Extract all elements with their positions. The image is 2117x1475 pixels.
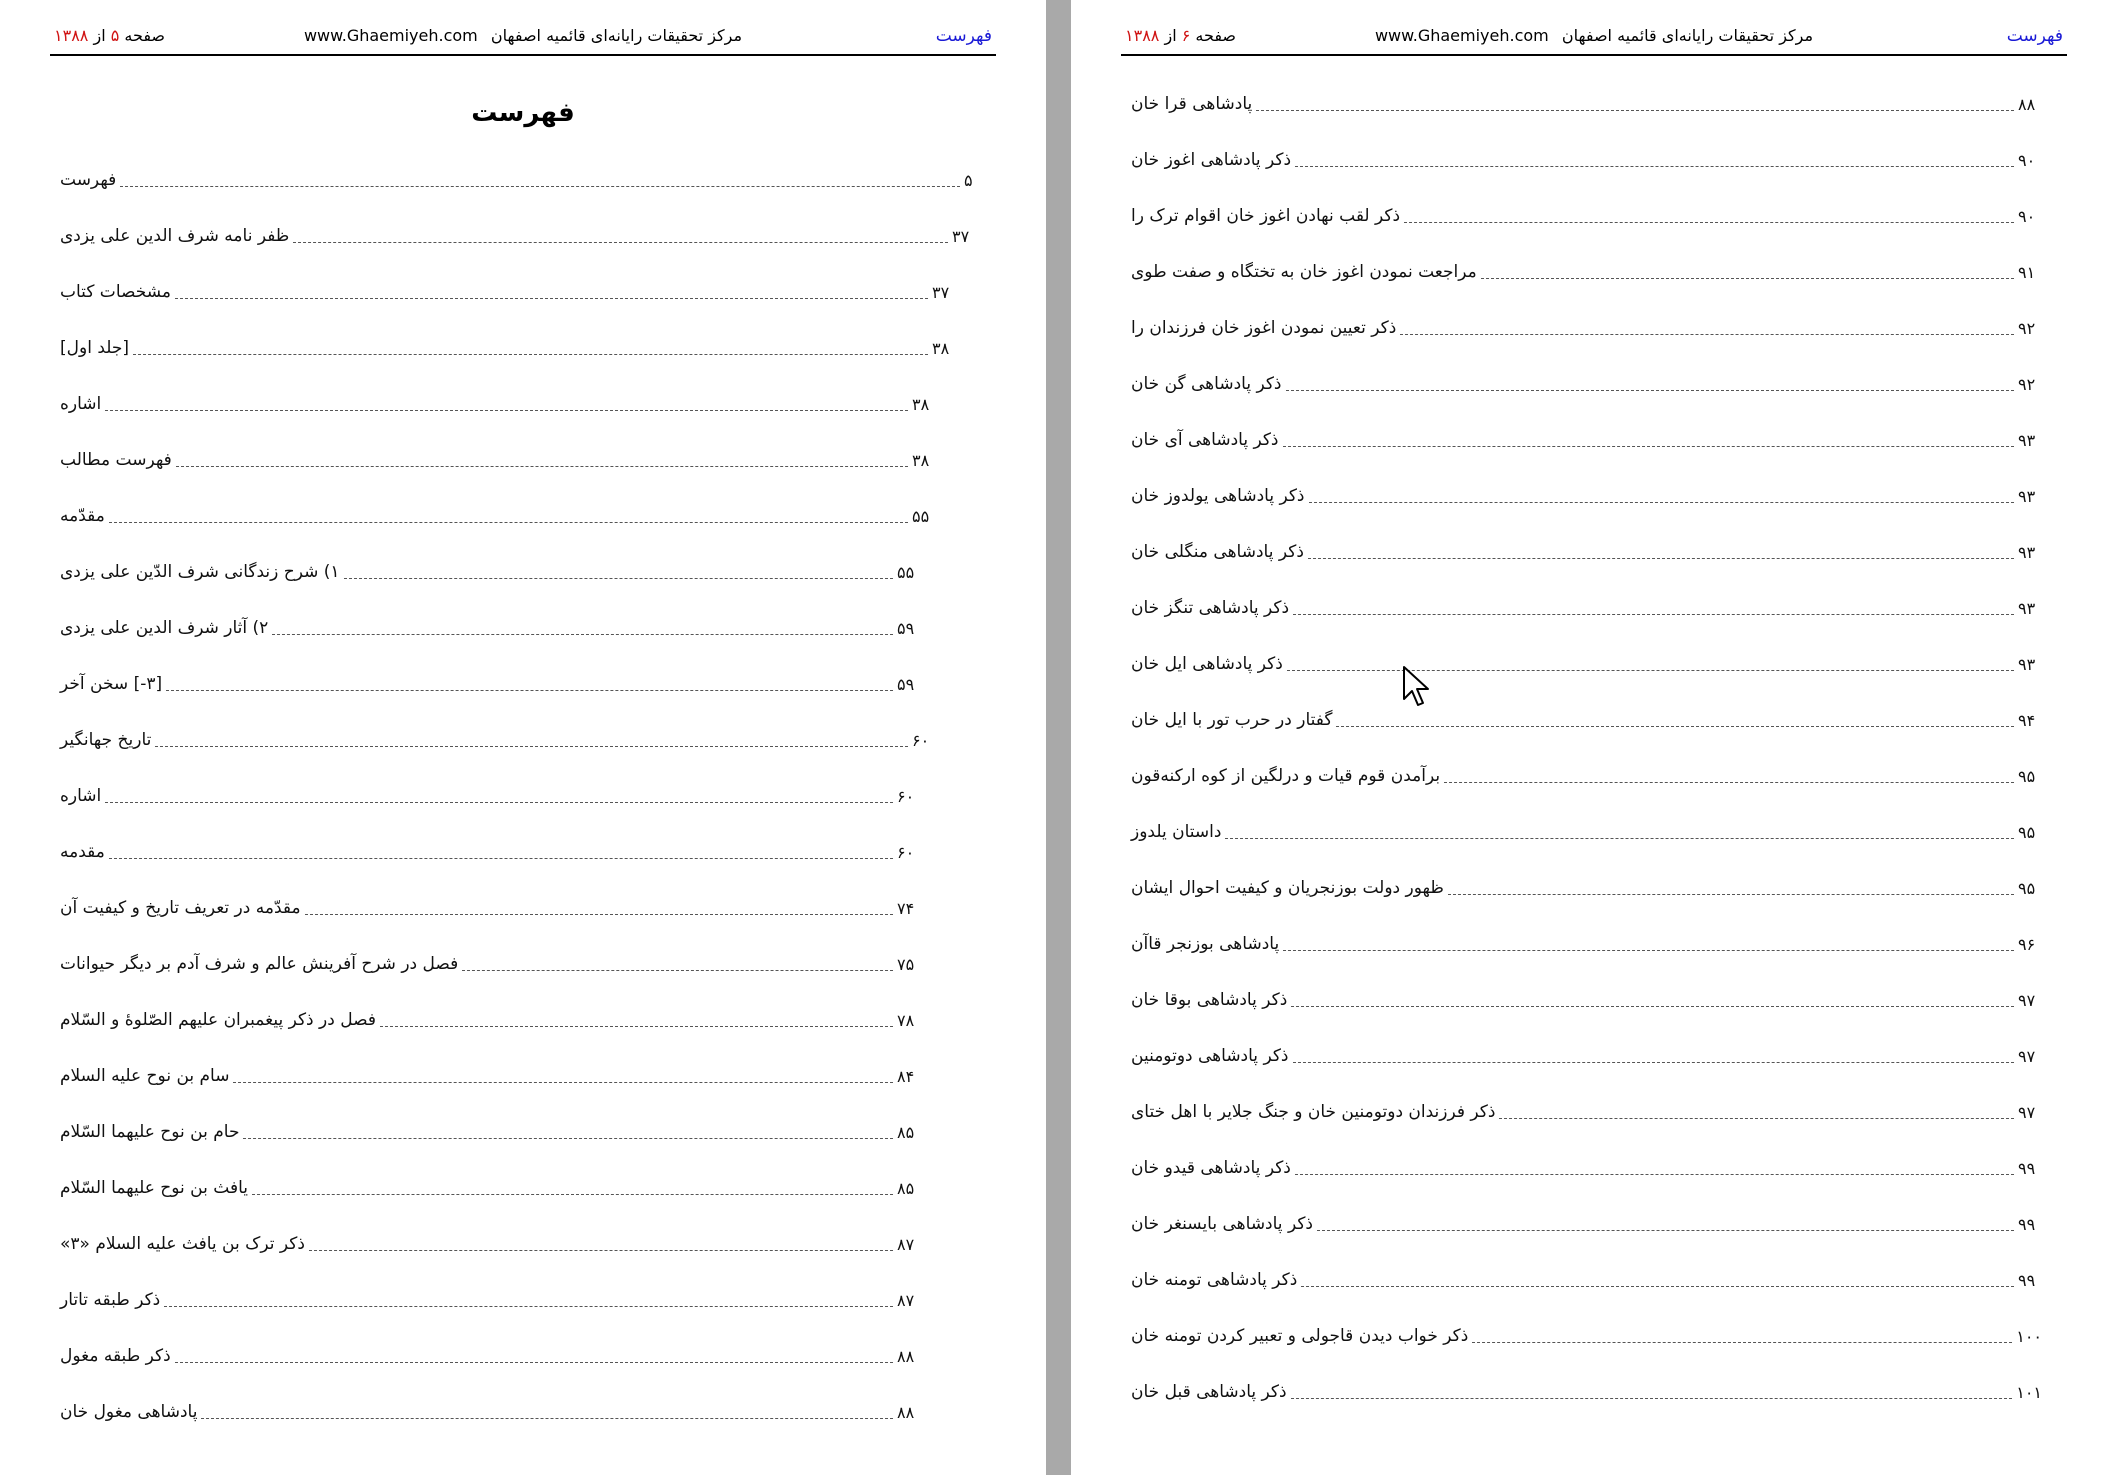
toc-entry-page: ۹۳ bbox=[2018, 542, 2036, 562]
toc-entry-page: ۹۱ bbox=[2018, 262, 2036, 282]
toc-entry-title: فهرست bbox=[60, 170, 117, 190]
toc-entry-page: ۸۴ bbox=[897, 1066, 915, 1086]
toc-entry-title: گفتار در حرب تور با ایل خان bbox=[1131, 710, 1333, 730]
toc-entry-page: ۹۲ bbox=[2018, 374, 2036, 394]
toc-entry[interactable] bbox=[60, 1061, 921, 1091]
toc-entry-page: ۵ bbox=[964, 170, 973, 190]
toc-entry-title: ذکر طبقه تاتار bbox=[60, 1290, 161, 1310]
header-site: www.Ghaemiyeh.com bbox=[303, 26, 478, 45]
toc-entry-page: ۹۳ bbox=[2018, 654, 2036, 674]
toc-dot-leader bbox=[176, 466, 908, 467]
toc-entry-page: ۳۸ bbox=[912, 450, 930, 470]
toc-dot-leader bbox=[1283, 446, 2015, 447]
toc-entry-title: ذکر پادشاهی اغوز خان bbox=[1131, 150, 1292, 170]
toc-entry[interactable] bbox=[60, 725, 936, 755]
page-title: فهرست bbox=[471, 98, 575, 128]
toc-entry[interactable] bbox=[60, 837, 921, 867]
toc-entry-title: ذکر پادشاهی یولدوز خان bbox=[1131, 486, 1305, 506]
toc-entry-page: ۸۷ bbox=[897, 1290, 915, 1310]
toc-dot-leader bbox=[1293, 614, 2014, 615]
toc-entry-title: ذکر خواب دیدن قاجولی و تعبیر کردن تومنه خان bbox=[1131, 1326, 1469, 1346]
toc-dot-leader bbox=[1291, 1398, 2013, 1399]
toc-entry-title: ۲) آثار شرف الدین علی یزدی bbox=[60, 618, 269, 638]
toc-entry-title: اشاره bbox=[60, 786, 102, 806]
toc-entry-page: ۸۸ bbox=[897, 1346, 915, 1366]
page-of: از bbox=[93, 26, 106, 45]
toc-entry-title: ۱) شرح زندگانی شرف الدّین علی یزدی bbox=[60, 562, 340, 582]
toc-entry[interactable] bbox=[60, 557, 921, 587]
toc-entry[interactable] bbox=[60, 445, 936, 475]
toc-entry-page: ۳۸ bbox=[932, 338, 950, 358]
toc-entry-page: ۸۷ bbox=[897, 1234, 915, 1254]
toc-entry[interactable] bbox=[60, 1005, 921, 1035]
toc-entry[interactable] bbox=[60, 893, 921, 923]
toc-entry-page: ۵۵ bbox=[912, 506, 930, 526]
toc-entry[interactable] bbox=[1131, 1041, 2042, 1071]
toc-entry-title: ذکر پادشاهی ایل خان bbox=[1131, 654, 1283, 674]
toc-entry-title: ذکر پادشاهی منگلی خان bbox=[1131, 542, 1304, 562]
toc-entry-title: ذکر پادشاهی تنگز خان bbox=[1131, 598, 1290, 618]
toc-entry[interactable] bbox=[1131, 257, 2042, 287]
page-left bbox=[0, 0, 1046, 1475]
header-page-number bbox=[1125, 26, 1236, 45]
toc-entry[interactable] bbox=[60, 613, 921, 643]
toc-entry-page: ۷۸ bbox=[897, 1010, 915, 1030]
toc-entry[interactable] bbox=[60, 1397, 921, 1427]
toc-entry-page: ۹۵ bbox=[2018, 766, 2036, 786]
header-section-link[interactable]: فهرست bbox=[2006, 26, 2063, 46]
toc-dot-leader bbox=[133, 354, 928, 355]
toc-dot-leader bbox=[1293, 1062, 2015, 1063]
toc-entry-title: ذکر فرزندان دوتومنین خان و جنگ جلایر با اهل ختای bbox=[1131, 1102, 1496, 1122]
toc-dot-leader bbox=[1336, 726, 2014, 727]
toc-entry[interactable] bbox=[60, 165, 988, 195]
toc-entry-title: ذکر پادشاهی بایسنغر خان bbox=[1131, 1214, 1313, 1234]
toc-entry[interactable] bbox=[1131, 369, 2042, 399]
toc-entry-page: ۱۰۱ bbox=[2016, 1382, 2042, 1402]
toc-dot-leader bbox=[164, 1306, 893, 1307]
toc-entry-title: ذکر پادشاهی آی خان bbox=[1131, 430, 1279, 450]
toc-entry-page: ۹۷ bbox=[2018, 1102, 2036, 1122]
toc-entry-title: مقدّمه در تعریف تاریخ و کیفیت آن bbox=[60, 898, 301, 918]
toc-dot-leader bbox=[1286, 390, 2014, 391]
toc-entry[interactable] bbox=[1131, 89, 2042, 119]
toc-dot-leader bbox=[243, 1138, 893, 1139]
toc-entry-title: ظفر نامه شرف الدین علی یزدی bbox=[60, 226, 290, 246]
toc-entry-page: ۳۷ bbox=[952, 226, 970, 246]
toc-entry[interactable] bbox=[1131, 1209, 2042, 1239]
toc-entry[interactable] bbox=[1131, 817, 2042, 847]
toc-entry-page: ۹۷ bbox=[2018, 1046, 2036, 1066]
toc-entry-page: ۹۳ bbox=[2018, 430, 2036, 450]
toc-dot-leader bbox=[1256, 110, 2014, 111]
header-org-name: مرکز تحقیقات رایانه‌ای قائمیه اصفهان bbox=[1561, 26, 1814, 45]
toc-entry[interactable] bbox=[60, 669, 921, 699]
toc-entry[interactable] bbox=[1131, 593, 2042, 623]
toc-entry-page: ۹۳ bbox=[2018, 598, 2036, 618]
toc-entry-page: ۶۰ bbox=[912, 730, 930, 750]
toc-entry-page: ۳۷ bbox=[932, 282, 950, 302]
toc-entry-title: ظهور دولت بوزنجریان و کیفیت احوال ایشان bbox=[1131, 878, 1444, 898]
toc-dot-leader bbox=[1295, 1174, 2014, 1175]
toc-entry-title: فصل در شرح آفرینش عالم و شرف آدم بر دیگر حیوانات bbox=[60, 954, 459, 974]
toc-entry-page: ۸۵ bbox=[897, 1178, 915, 1198]
toc-entry-page: ۵۵ bbox=[897, 562, 915, 582]
toc-dot-leader bbox=[1472, 1342, 2012, 1343]
toc-entry[interactable] bbox=[1131, 1153, 2042, 1183]
page-current: ۵ bbox=[110, 26, 120, 45]
toc-entry-page: ۵۹ bbox=[897, 618, 915, 638]
toc-dot-leader bbox=[293, 242, 948, 243]
toc-entry-title: حام بن نوح علیهما السّلام bbox=[60, 1122, 240, 1142]
toc-entry[interactable] bbox=[1131, 649, 2042, 679]
toc-entry[interactable] bbox=[60, 1285, 921, 1315]
toc-entry-page: ۹۹ bbox=[2018, 1158, 2036, 1178]
toc-entry-title: برآمدن قوم قیات و درلگین از کوه ارکنه‌قون bbox=[1131, 766, 1441, 786]
toc-entry-title: ذکر پادشاهی قبل خان bbox=[1131, 1382, 1287, 1402]
toc-entry[interactable] bbox=[1131, 1265, 2042, 1295]
toc-entry-title: داستان یلدوز bbox=[1131, 822, 1222, 842]
toc-dot-leader bbox=[1499, 1118, 2014, 1119]
toc-entry[interactable] bbox=[60, 1229, 921, 1259]
toc-entry-title: پادشاهی مغول خان bbox=[60, 1402, 198, 1422]
toc-entry-title: ذکر پادشاهی گن خان bbox=[1131, 374, 1282, 394]
toc-dot-leader bbox=[1291, 1006, 2014, 1007]
toc-dot-leader bbox=[201, 1418, 893, 1419]
toc-entry-page: ۹۲ bbox=[2018, 318, 2036, 338]
toc-entry-page: ۹۹ bbox=[2018, 1270, 2036, 1290]
toc-dot-leader bbox=[309, 1250, 893, 1251]
toc-entry[interactable] bbox=[1131, 145, 2042, 175]
toc-entry[interactable] bbox=[1131, 1377, 2042, 1407]
toc-entry-title: فهرست مطالب bbox=[60, 450, 172, 470]
toc-entry[interactable] bbox=[1131, 425, 2042, 455]
toc-entry-title: سام بن نوح علیه السلام bbox=[60, 1066, 230, 1086]
toc-entry-page: ۸۸ bbox=[897, 1402, 915, 1422]
toc-entry[interactable] bbox=[1131, 929, 2042, 959]
toc-entry-title: مشخصات کتاب bbox=[60, 282, 171, 302]
toc-entry-title: مقدّمه bbox=[60, 506, 105, 526]
toc-entry[interactable] bbox=[1131, 1097, 2042, 1127]
toc-entry[interactable] bbox=[60, 781, 921, 811]
page-header bbox=[50, 22, 996, 56]
toc-entry-page: ۹۶ bbox=[2018, 934, 2036, 954]
toc-dot-leader bbox=[105, 802, 893, 803]
header-org bbox=[1121, 26, 2067, 45]
toc-dot-leader bbox=[1287, 670, 2014, 671]
toc-entry-title: پادشاهی بوزنجر قاآن bbox=[1131, 934, 1280, 954]
toc-dot-leader bbox=[252, 1194, 893, 1195]
page-right bbox=[1071, 0, 2117, 1475]
toc-entry-page: ۱۰۰ bbox=[2016, 1326, 2042, 1346]
toc-entry[interactable] bbox=[60, 1117, 921, 1147]
mouse-pointer-icon bbox=[1402, 665, 1432, 709]
toc-entry-title: پادشاهی قرا خان bbox=[1131, 94, 1253, 114]
page-total: ۱۳۸۸ bbox=[1125, 26, 1160, 45]
toc-dot-leader bbox=[380, 1026, 893, 1027]
toc-entry-title: تاریخ جهانگیر bbox=[60, 730, 152, 750]
toc-dot-leader bbox=[1317, 1230, 2014, 1231]
toc-entry-title: اشاره bbox=[60, 394, 102, 414]
toc-dot-leader bbox=[120, 186, 960, 187]
toc-entry[interactable] bbox=[60, 949, 921, 979]
toc-entry-page: ۹۰ bbox=[2018, 150, 2036, 170]
toc-entry-page: ۷۵ bbox=[897, 954, 915, 974]
page-total: ۱۳۸۸ bbox=[54, 26, 89, 45]
toc-entry-page: ۸۵ bbox=[897, 1122, 915, 1142]
toc-entry-page: ۹۵ bbox=[2018, 822, 2036, 842]
toc-entry[interactable] bbox=[1131, 537, 2042, 567]
toc-dot-leader bbox=[1481, 278, 2014, 279]
toc-entry[interactable] bbox=[60, 1173, 921, 1203]
toc-dot-leader bbox=[1283, 950, 2014, 951]
page-current: ۶ bbox=[1181, 26, 1191, 45]
toc-dot-leader bbox=[344, 578, 893, 579]
toc-entry-page: ۶۰ bbox=[897, 786, 915, 806]
toc-dot-leader bbox=[175, 1362, 893, 1363]
toc-entry-title: یافث بن نوح علیهما السّلام bbox=[60, 1178, 248, 1198]
toc-entry-title: ذکر طبقه مغول bbox=[60, 1346, 171, 1366]
toc-entry-page: ۹۰ bbox=[2018, 206, 2036, 226]
toc-entry[interactable] bbox=[60, 277, 956, 307]
toc-dot-leader bbox=[462, 970, 893, 971]
toc-dot-leader bbox=[1295, 166, 2014, 167]
toc-entry-page: ۹۷ bbox=[2018, 990, 2036, 1010]
toc-entry-title: ذکر پادشاهی دوتومنین bbox=[1131, 1046, 1289, 1066]
toc-dot-leader bbox=[166, 690, 893, 691]
toc-entry[interactable] bbox=[1131, 705, 2042, 735]
toc-entry-title: [جلد اول] bbox=[60, 338, 130, 358]
toc-dot-leader bbox=[1225, 838, 2014, 839]
toc-entry[interactable] bbox=[1131, 761, 2042, 791]
page-of: از bbox=[1164, 26, 1177, 45]
toc-entry-page: ۷۴ bbox=[897, 898, 915, 918]
toc-entry-title: ذکر ترک بن یافث علیه السلام «۳» bbox=[60, 1234, 305, 1254]
toc-entry-title: [۳-] سخن آخر bbox=[60, 674, 163, 694]
toc-entry[interactable] bbox=[60, 389, 936, 419]
toc-entry-page: ۹۵ bbox=[2018, 878, 2036, 898]
toc-entry-page: ۹۹ bbox=[2018, 1214, 2036, 1234]
page-prefix: صفحه bbox=[1195, 26, 1237, 45]
toc-dot-leader bbox=[233, 1082, 893, 1083]
toc-entry-page: ۸۸ bbox=[2018, 94, 2036, 114]
toc-entry-title: مقدمه bbox=[60, 842, 105, 862]
toc-entry-page: ۶۰ bbox=[897, 842, 915, 862]
toc-entry[interactable] bbox=[60, 501, 936, 531]
toc-entry[interactable] bbox=[1131, 313, 2042, 343]
toc-entry-page: ۹۴ bbox=[2018, 710, 2036, 730]
toc-entry-page: ۵۹ bbox=[897, 674, 915, 694]
header-page-number bbox=[54, 26, 165, 45]
toc-entry-title: ذکر پادشاهی قیدو خان bbox=[1131, 1158, 1291, 1178]
toc-dot-leader bbox=[1301, 1286, 2014, 1287]
page-prefix: صفحه bbox=[124, 26, 166, 45]
toc-dot-leader bbox=[305, 914, 893, 915]
page-header bbox=[1121, 22, 2067, 56]
toc-dot-leader bbox=[1308, 558, 2014, 559]
toc-entry[interactable] bbox=[1131, 985, 2042, 1015]
toc-entry-title: ذکر تعیین نمودن اغوز خان فرزندان را bbox=[1131, 318, 1397, 338]
header-org-name: مرکز تحقیقات رایانه‌ای قائمیه اصفهان bbox=[490, 26, 743, 45]
toc-dot-leader bbox=[175, 298, 928, 299]
toc-entry-page: ۳۸ bbox=[912, 394, 930, 414]
toc-entry[interactable] bbox=[60, 333, 956, 363]
header-section-link[interactable]: فهرست bbox=[935, 26, 992, 46]
toc-entry[interactable] bbox=[1131, 1321, 2042, 1351]
toc-dot-leader bbox=[1444, 782, 2014, 783]
toc-dot-leader bbox=[109, 522, 908, 523]
toc-dot-leader bbox=[1404, 222, 2014, 223]
header-site: www.Ghaemiyeh.com bbox=[1374, 26, 1549, 45]
toc-entry[interactable] bbox=[1131, 481, 2042, 511]
toc-entry[interactable] bbox=[1131, 873, 2042, 903]
toc-entry[interactable] bbox=[60, 221, 976, 251]
header-org bbox=[50, 26, 996, 45]
toc-entry[interactable] bbox=[1131, 201, 2042, 231]
toc-dot-leader bbox=[1448, 894, 2014, 895]
toc-entry[interactable] bbox=[60, 1341, 921, 1371]
toc-entry-title: مراجعت نمودن اغوز خان به تختگاه و صفت طوی bbox=[1131, 262, 1477, 282]
toc-dot-leader bbox=[105, 410, 908, 411]
toc-entry-title: ذکر پادشاهی تومنه خان bbox=[1131, 1270, 1298, 1290]
toc-entry-title: ذکر لقب نهادن اغوز خان اقوام ترک را bbox=[1131, 206, 1401, 226]
toc-dot-leader bbox=[272, 634, 893, 635]
toc-entry-title: ذکر پادشاهی بوقا خان bbox=[1131, 990, 1288, 1010]
toc-entry-title: فصل در ذکر پیغمبران علیهم الصّلوهٔ و السّلام bbox=[60, 1010, 376, 1030]
toc-dot-leader bbox=[1400, 334, 2014, 335]
toc-dot-leader bbox=[1309, 502, 2014, 503]
toc-dot-leader bbox=[155, 746, 908, 747]
toc-entry-page: ۹۳ bbox=[2018, 486, 2036, 506]
toc-dot-leader bbox=[109, 858, 893, 859]
